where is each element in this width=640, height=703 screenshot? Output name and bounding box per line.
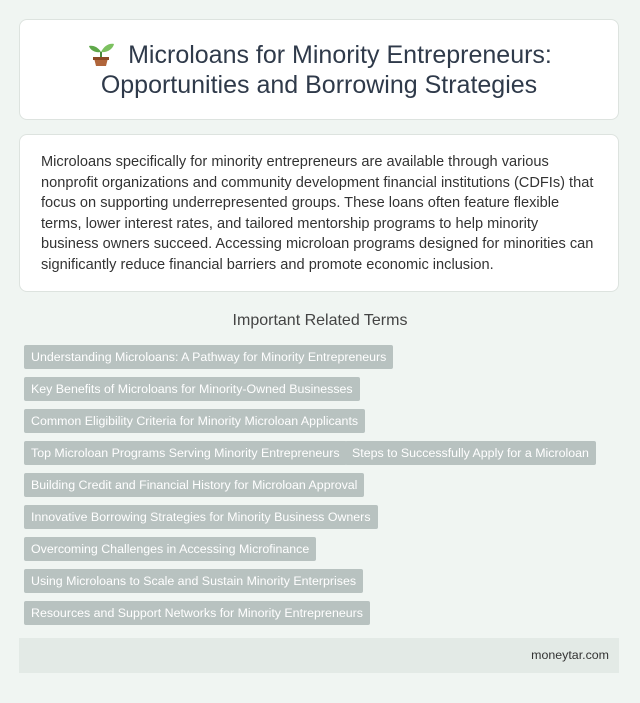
related-terms-heading: Important Related Terms (232, 312, 408, 329)
related-term-tag[interactable]: Steps to Successfully Apply for a Microloan (345, 441, 596, 465)
footer-site-link[interactable]: moneytar.com (531, 648, 609, 662)
related-term-tag[interactable]: Key Benefits of Microloans for Minority-Owned Businesses (24, 377, 360, 401)
intro-card (19, 134, 619, 292)
related-term-tag[interactable]: Innovative Borrowing Strategies for Minority Business Owners (24, 505, 378, 529)
related-term-tag[interactable]: Top Microloan Programs Serving Minority Entrepreneurs (24, 441, 347, 465)
page-title (86, 39, 552, 100)
related-term-tag[interactable]: Overcoming Challenges in Accessing Microfinance (24, 537, 316, 561)
title-card (19, 19, 619, 120)
title-line-2: Opportunities and Borrowing Strategies (100, 71, 538, 99)
related-term-tag[interactable]: Understanding Microloans: A Pathway for Minority Entrepreneurs (24, 345, 393, 369)
related-term-tag[interactable]: Resources and Support Networks for Minority Entrepreneurs (24, 601, 370, 625)
related-term-tag[interactable]: Building Credit and Financial History for Microloan Approval (24, 473, 364, 497)
footer (19, 638, 619, 673)
related-term-tag[interactable]: Using Microloans to Scale and Sustain Minority Enterprises (24, 569, 363, 593)
intro-text: Microloans specifically for minority entrepreneurs are available through various nonprofit organizations and community development financial institutions (CDFIs) that focus on supporting underrepresented groups. These loans often feature flexible terms, lower interest rates, and tailored mentorship programs to help minority business owners succeed. Accessing microloan programs designed for minorities can significantly reduce financial barriers and promote economic inclusion. (41, 154, 594, 273)
title-line-1: Microloans for Minority Entrepreneurs: (128, 41, 552, 69)
related-term-tag[interactable]: Common Eligibility Criteria for Minority Microloan Applicants (24, 409, 365, 433)
seedling-icon (86, 39, 116, 67)
